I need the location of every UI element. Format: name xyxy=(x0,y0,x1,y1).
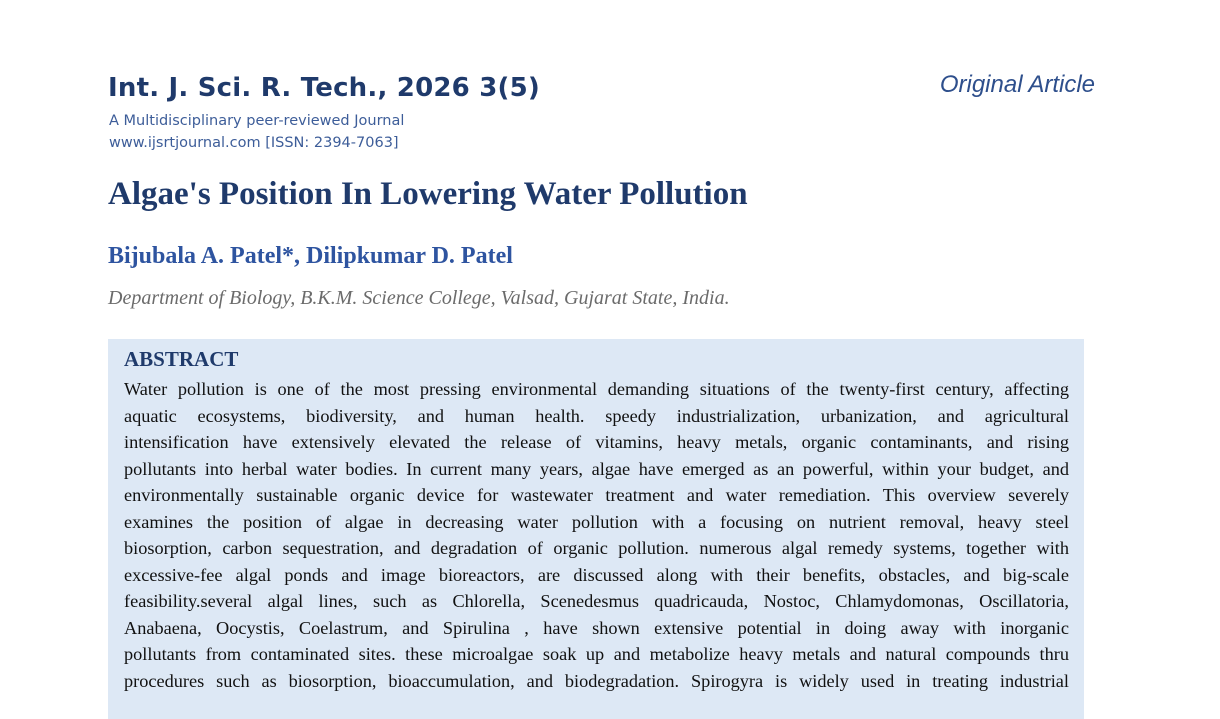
authors: Bijubala A. Patel*, Dilipkumar D. Patel xyxy=(108,243,513,269)
abstract-line: Water pollution is one of the most pressing environmental demanding situations of the twenty-first century, affecting xyxy=(124,379,1069,399)
abstract-line: procedures such as biosorption, bioaccumulation, and biodegradation. Spirogyra is widely used in treating industrial xyxy=(124,670,1069,691)
abstract-line: biosorption, carbon sequestration, and degradation of organic pollution. numerous algal remedy systems, together with xyxy=(124,538,1069,558)
abstract-text xyxy=(124,376,1069,694)
abstract-heading: ABSTRACT xyxy=(124,347,239,371)
paper-title: Algae's Position In Lowering Water Pollution xyxy=(108,176,748,212)
journal-title: Int. J. Sci. R. Tech., 2026 3(5) xyxy=(108,73,540,103)
abstract-line: pollutants into herbal water bodies. In current many years, algae have emerged as an powerful, within your budget, and xyxy=(124,458,1069,479)
article-type-label: Original Article xyxy=(939,71,1095,98)
abstract-line: excessive-fee algal ponds and image bioreactors, are discussed along with their benefits, obstacles, and big-scale xyxy=(124,564,1069,585)
abstract-line: intensification have extensively elevated the release of vitamins, heavy metals, organic contaminants, and rising xyxy=(124,432,1069,452)
abstract-line: aquatic ecosystems, biodiversity, and human health. speedy industrialization, urbanization, and agricultural xyxy=(124,405,1069,426)
abstract-line: examines the position of algae in decreasing water pollution with a focusing on nutrient removal, heavy steel xyxy=(124,511,1069,532)
abstract-box xyxy=(108,339,1084,719)
affiliation: Department of Biology, B.K.M. Science College, Valsad, Gujarat State, India. xyxy=(108,287,730,309)
abstract-line: pollutants from contaminated sites. these microalgae soak up and metabolize heavy metals and natural compounds thru xyxy=(124,644,1069,664)
journal-website[interactable]: www.ijsrtjournal.com [ISSN: 2394-7063] xyxy=(109,135,399,151)
abstract-line: Anabaena, Oocystis, Coelastrum, and Spirulina , have shown extensive potential in doing away with inorganic xyxy=(124,617,1069,638)
abstract-line: feasibility.several algal lines, such as Chlorella, Scenedesmus quadricauda, Nostoc, Chlamydomonas, Oscillatoria, xyxy=(124,591,1069,611)
journal-tagline: A Multidisciplinary peer-reviewed Journal xyxy=(109,113,405,129)
abstract-line: environmentally sustainable organic device for wastewater treatment and water remediation. This overview severely xyxy=(124,485,1069,505)
